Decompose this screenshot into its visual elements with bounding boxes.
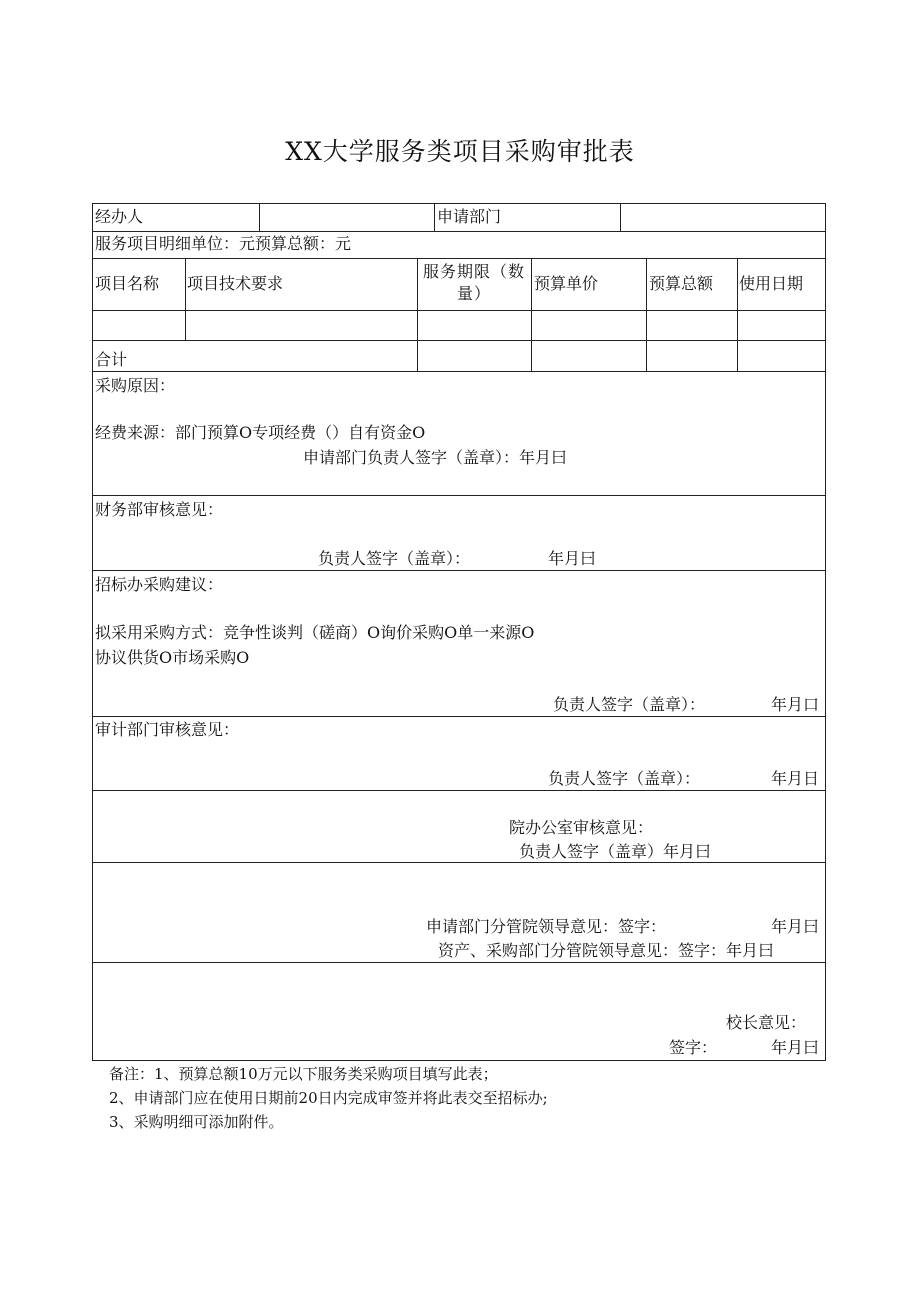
dept-label: 申请部门 (437, 207, 502, 226)
col-divider (620, 204, 621, 231)
dept-head-sign: 申请部门负责人签字（盖章）：年月曰 (303, 448, 568, 467)
col-period: 服务期限（数量） (422, 262, 525, 303)
approval-form (92, 203, 826, 1061)
president-sign: 签字： (669, 1038, 718, 1057)
row-divider (93, 258, 825, 259)
col-total: 预算总额 (649, 274, 714, 293)
col-divider (737, 258, 738, 371)
tender-date: 年月口 (771, 695, 820, 714)
tender-methods-1: 拟采用采购方式：竞争性谈判（磋商）O询价采购O单一来源O (95, 623, 535, 642)
total-label: 合计 (95, 350, 128, 369)
president-date: 年月曰 (771, 1038, 820, 1057)
note-3: 3、采购明细可添加附件。 (109, 1113, 284, 1131)
finance-sign: 负责人签字（盖章）： (318, 549, 471, 568)
president-label: 校长意见： (726, 1013, 807, 1032)
row-divider (93, 862, 825, 863)
dept-leader-opinion: 申请部门分管院领导意见：签字： (426, 917, 667, 936)
funding-source: 经费来源：部门预算O专项经费（）自有资金O (95, 423, 426, 442)
col-divider (434, 204, 435, 231)
col-unit-price: 预算单价 (534, 274, 599, 293)
col-use-date: 使用日期 (739, 274, 804, 293)
office-label: 院办公室审核意见： (509, 818, 654, 837)
reason-label: 采购原因： (95, 376, 176, 395)
col-divider (185, 258, 186, 340)
row-divider (93, 231, 825, 232)
col-name: 项目名称 (95, 274, 160, 293)
col-divider (417, 258, 418, 371)
handler-label: 经办人 (95, 207, 144, 226)
row-divider (93, 716, 825, 717)
row-divider (93, 962, 825, 963)
service-detail-label: 服务项目明细单位：元预算总额：元 (95, 234, 352, 253)
col-divider (259, 204, 260, 231)
row-divider (93, 570, 825, 571)
dept-leader-date: 年月曰 (771, 917, 820, 936)
note-1: 备注：1、预算总额10万元以下服务类采购项目填写此表； (109, 1065, 498, 1083)
col-tech: 项目技术要求 (187, 274, 284, 293)
tender-sign: 负责人签字（盖章）： (553, 695, 706, 714)
audit-sign: 负责人签字（盖章）： (548, 769, 701, 788)
finance-date: 年月曰 (548, 549, 597, 568)
row-divider (93, 340, 825, 341)
col-divider (646, 258, 647, 371)
page-title: XX大学服务类项目采购审批表 (285, 137, 635, 166)
row-divider (93, 495, 825, 496)
audit-date: 年月日 (771, 769, 820, 788)
asset-leader-opinion: 资产、采购部门分管院领导意见：签字：年月曰 (438, 941, 775, 960)
row-divider (93, 310, 825, 311)
tender-label: 招标办采购建议： (95, 575, 224, 594)
audit-label: 审计部门审核意见： (95, 720, 240, 739)
note-2: 2、申请部门应在使用日期前20日内完成审签并将此表交至招标办; (109, 1089, 548, 1107)
finance-label: 财务部审核意见： (95, 500, 224, 519)
row-divider (93, 371, 825, 372)
office-sign: 负责人签字（盖章）年月曰 (519, 842, 712, 861)
col-divider (531, 258, 532, 371)
tender-methods-2: 协议供货O市场采购O (95, 648, 250, 667)
row-divider (93, 790, 825, 791)
